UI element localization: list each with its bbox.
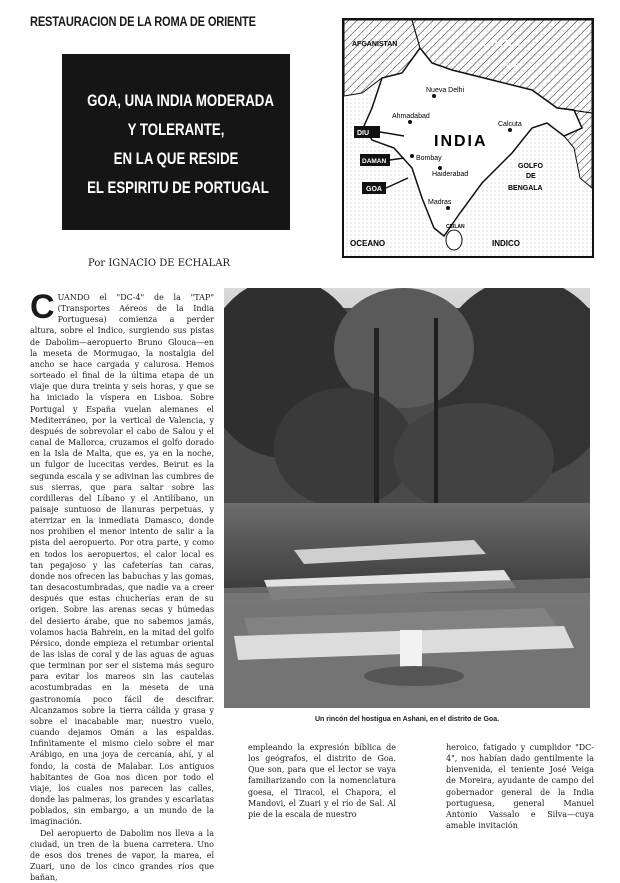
garden-photo	[224, 288, 590, 708]
byline	[88, 258, 230, 269]
label-calcuta: Calcuta	[498, 121, 522, 128]
label-nueva-delhi: Nueva Delhi	[426, 87, 465, 94]
label-bengala: BENGALA	[508, 185, 543, 192]
label-ahmadabad: Ahmadabad	[392, 113, 430, 120]
byline-author: IGNACIO DE ECHALAR	[108, 258, 230, 269]
column-1-text: UANDO el "DC-4" de la "TAP" (Transportes Aéreos de la India Portuguesa) comienza a perder altura, sobre el Indico, surgiendo sus pistas de Dabolim—aeropuerto Bruno Glouca—en la meseta de Mormugao, la nostalgia del ancho se hace cargada y calurosa. Hemos sorteado el final de la última etapa de un viaje que dura treinta y seis horas, y que se ha iniciado la víspera en Lisboa. Sobre Portugal y España vuelan alemanes el Mediterráneo, por la vertical de Valencia, y después de sobrevolar el cabo de Salou y el canal de Mallorca, cruzamos el golfo dorado en la Isla de Malta, que es, ya en la noche, un fulgor de lucecitas verdes. Beirut es la segunda escala y se adivinan las cumbres de sus sierras, que para saltar sobre las cordilleras del Líbano y el Antilíbano, un paisaje suntuoso de llanuras perpetuas, y aterrizar en la inmediata Damasco, donde nos prohiben el menor intento de salir a la pista del aeropuerto. Por otra parte, y como en todos los aeropuertos, el calor local es tan pegajoso y las cafeterías tan caras, donde nos ofrecen las babuchas y las gomas, tan desacostumbradas, que nadie va a creer después que estas chucherías eran de su origen. Sobre las arenas secas y húmedas del desierto árabe, que no sabemos jamás, volamos hacia Bahrein, en la mitad del golfo Pérsico, donde empieza el retumbar oriental de las islas de coral y de las aguas de aguas que terminan por ser el sistema más seguro para evitar los mareos sin las cautelas acostumbradas en la meseta de una gastronomía poco fácil de descifrar. Alcanzamos sobre la tierra cálida y grasa y sobre el inacabable mar, nuestro vuelo, cuando dejamos Omán a las espaldas. Infinitamente el mismo cielo sobre el mar Arábigo, en una joya de cercanía, ahí, y al fondo, la costa de Malabar. Los antiguos habitantes de Goa nos dicen por todo el viaje, los cuales nos parecen las calles, donde las palmeras, los grandes y escarlatas poblados, sin embargo, a un mundo de la imaginación.	[30, 293, 214, 826]
label-indico: INDICO	[492, 239, 520, 248]
label-golfo: GOLFO	[518, 163, 543, 170]
label-de: DE	[526, 173, 536, 180]
article-column-2: empleando la expresión bíblica de los geógrafos, el distrito de Goa. Que son, para que el lector se vaya familiarizando con la nomenclatura goesa, el Tiracol, el Chapora, el Mandovi, el Zuari y el río de Sal. Al pie de la escala de nuestro	[248, 742, 396, 820]
headline-box	[62, 54, 290, 230]
headline-line-2: Y TOLERANTE,	[87, 115, 265, 144]
article-column-3: heroico, fatigado y cumplidor "DC-4", nos habían dado gentilmente la bienvenida, el teniente José Veiga de Moreira, ayudante de campo del gobernador general de la India portuguesa, general Manuel Antonio Vassalo e Silva—cuya amable invitación	[446, 742, 594, 831]
label-ceilan: CEILAN	[446, 224, 465, 230]
ceilan-island	[446, 230, 462, 250]
section-title: RESTAURACION DE LA ROMA DE ORIENTE	[30, 14, 256, 29]
photo-caption: Un rincón del hostigua en Ashani, en el distrito de Goa.	[224, 716, 590, 723]
headline-line-4: EL ESPIRITU DE PORTUGAL	[87, 173, 265, 202]
label-daman: DAMAN	[362, 158, 386, 165]
label-haiderabad: Haiderabad	[432, 171, 468, 178]
label-afganistan: AFGANISTAN	[352, 41, 397, 48]
label-oceano: OCEANO	[350, 239, 385, 248]
label-china: C H I N A	[482, 38, 521, 48]
byline-prefix: Por	[88, 258, 105, 269]
headline-line-1: GOA, UNA INDIA MODERADA	[87, 86, 265, 115]
label-bombay: Bombay	[416, 155, 442, 162]
label-india: INDIA	[434, 133, 488, 150]
column-1-tail: Del aeropuerto de Dabolim nos lleva a la ciudad, un tren de la buena carretera. Uno de esos dos trenes de vapor, la marea, el Zuari, uno de los cinco grandes ríos que bañan,	[30, 828, 214, 883]
headline-line-3: EN LA QUE RESIDE	[87, 144, 265, 173]
article-column-1	[30, 292, 214, 883]
label-diu: DIU	[357, 130, 369, 137]
dropcap: C	[30, 293, 55, 322]
label-madras: Madras	[428, 199, 452, 206]
label-tibet: TIBET	[502, 63, 523, 70]
india-map	[342, 18, 594, 258]
label-goa: GOA	[366, 186, 382, 193]
